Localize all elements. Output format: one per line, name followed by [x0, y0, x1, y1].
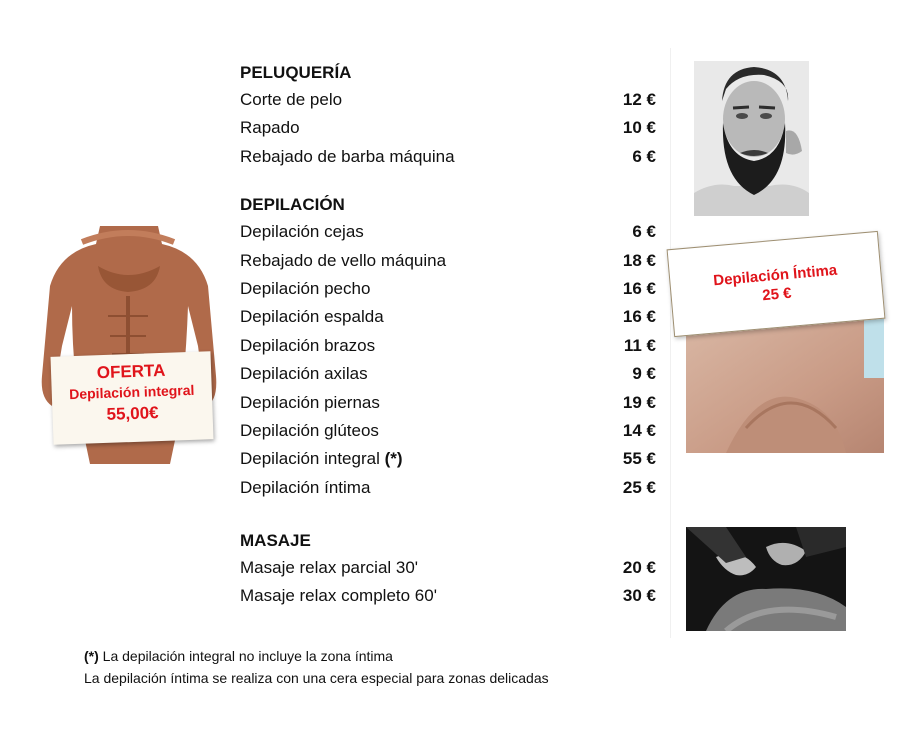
item-name: Rebajado de barba máquina	[240, 146, 455, 166]
footnote-line-1	[84, 645, 549, 667]
list-item	[240, 417, 656, 445]
item-name: Masaje relax parcial 30'	[240, 558, 419, 578]
item-price: 16 €	[622, 307, 656, 327]
item-name: Depilación glúteos	[240, 420, 379, 440]
item-name: Depilación pecho	[240, 278, 371, 298]
item-name: Depilación integral	[240, 449, 380, 469]
item-price: 19 €	[622, 392, 656, 412]
footnote-line-2: La depilación íntima se realiza con una cera especial para zonas delicadas	[84, 670, 549, 686]
item-name: Depilación brazos	[240, 335, 376, 355]
item-price: 16 €	[622, 278, 656, 298]
item-price: 9 €	[632, 364, 656, 384]
item-price: 11 €	[623, 335, 656, 355]
item-name: Depilación íntima	[240, 477, 371, 497]
item-price: 6 €	[632, 146, 656, 166]
item-price: 14 €	[622, 420, 656, 440]
section-depilacion	[240, 192, 656, 502]
card-title: Depilación Íntima	[712, 261, 838, 290]
list-item	[240, 445, 656, 473]
item-price: 12 €	[622, 90, 656, 109]
section-masaje	[240, 528, 656, 611]
section-peluqueria	[240, 60, 656, 171]
item-name: Depilación cejas	[240, 222, 364, 242]
list-item	[240, 86, 656, 114]
item-price: 20 €	[622, 558, 656, 578]
barber-portrait-image	[694, 61, 809, 216]
item-price: 30 €	[622, 586, 656, 606]
list-item	[240, 143, 656, 171]
list-item	[240, 218, 656, 246]
footnote-marker: (*)	[84, 648, 99, 664]
item-name: Corte de pelo	[240, 90, 343, 109]
list-item	[240, 303, 656, 331]
list-item	[240, 554, 656, 582]
intimate-price-card	[667, 231, 886, 337]
card-price: 25 €	[761, 284, 793, 305]
list-item	[240, 360, 656, 388]
offer-sign	[51, 351, 214, 445]
item-name: Depilación axilas	[240, 364, 368, 384]
section-title: PELUQUERÍA	[240, 63, 352, 82]
item-price: 55 €	[622, 449, 656, 469]
list-item	[240, 582, 656, 610]
footnote-marker: (*)	[384, 449, 403, 469]
list-item	[240, 114, 656, 142]
item-name: Rapado	[240, 118, 300, 138]
list-item	[240, 247, 656, 275]
offer-title: OFERTA	[96, 360, 166, 383]
list-item	[240, 389, 656, 417]
footnote-text: La depilación integral no incluye la zona íntima	[98, 648, 393, 664]
item-name: Rebajado de vello máquina	[240, 250, 447, 270]
massage-image	[686, 527, 846, 631]
offer-description: Depilación integral	[68, 381, 195, 403]
item-price: 10 €	[622, 118, 656, 138]
intimate-waxing-image	[686, 318, 884, 453]
list-item	[240, 474, 656, 502]
item-price: 18 €	[622, 250, 656, 270]
section-title: MASAJE	[240, 531, 311, 551]
item-name: Depilación espalda	[240, 307, 384, 327]
section-title: DEPILACIÓN	[240, 195, 345, 215]
price-list	[240, 60, 656, 611]
offer-price: 55,00€	[106, 403, 159, 424]
item-price: 25 €	[622, 477, 656, 497]
footnote	[84, 645, 549, 689]
item-name: Depilación piernas	[240, 392, 380, 412]
item-name: Masaje relax completo 60'	[240, 586, 437, 606]
offer-model-image	[38, 226, 220, 464]
list-item	[240, 275, 656, 303]
item-price: 6 €	[632, 222, 656, 242]
column-divider	[670, 48, 671, 638]
list-item	[240, 332, 656, 360]
